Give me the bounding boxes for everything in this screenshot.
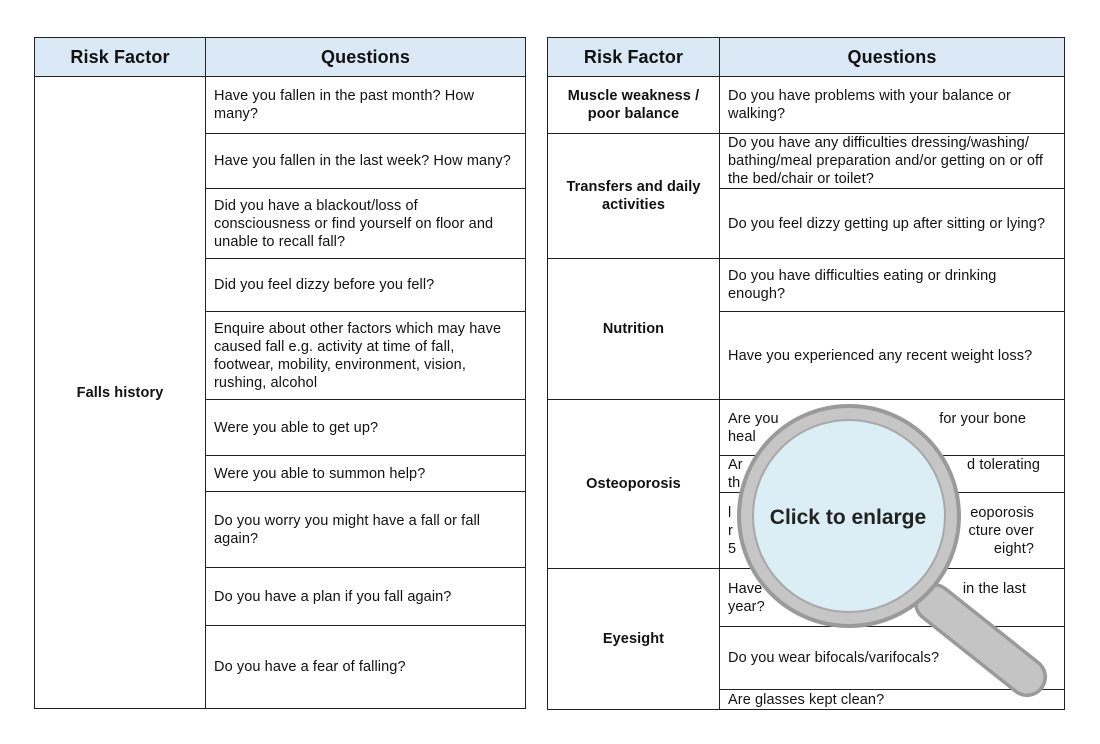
header-risk-factor: Risk Factor bbox=[548, 38, 720, 77]
question-fragment: eight? bbox=[993, 540, 1034, 557]
question-fragment: d tolerating bbox=[967, 457, 1040, 473]
question-cell: Have you fallen in the past month? How many? bbox=[206, 77, 526, 134]
risk-factor-nutrition: Nutrition bbox=[548, 259, 720, 400]
question-cell: Do you have problems with your balance or walking? bbox=[720, 77, 1065, 134]
question-fragment: for your bone bbox=[939, 410, 1026, 427]
risk-factor-eyesight: Eyesight bbox=[548, 569, 720, 710]
question-fragment: Have bbox=[728, 580, 763, 597]
question-cell: Do you feel dizzy getting up after sitting or lying? bbox=[720, 189, 1065, 259]
question-fragment: Ar bbox=[728, 457, 743, 473]
falls-history-table bbox=[34, 37, 526, 709]
question-cell: Are glasses kept clean? bbox=[720, 690, 1065, 710]
question-cell: Have you experienced any recent weight loss? bbox=[720, 312, 1065, 400]
question-fragment: 5 bbox=[728, 540, 737, 557]
question-fragment: eoporosis bbox=[970, 504, 1034, 521]
question-cell: Did you feel dizzy before you fell? bbox=[206, 259, 526, 312]
question-cell: Did you have a blackout/loss of consciousness or find yourself on floor and unable to recall fall? bbox=[206, 189, 526, 259]
header-questions: Questions bbox=[206, 38, 526, 77]
question-cell: Do you have any difficulties dressing/washing/ bathing/meal preparation and/or getting on or off the bed/chair or toilet? bbox=[720, 134, 1065, 189]
question-fragment: th bbox=[728, 475, 741, 491]
question-cell: Do you worry you might have a fall or fall again? bbox=[206, 492, 526, 568]
question-cell: Were you able to summon help? bbox=[206, 456, 526, 492]
question-fragment: r bbox=[728, 522, 733, 539]
header-risk-factor: Risk Factor bbox=[35, 38, 206, 77]
question-cell: Do you have a plan if you fall again? bbox=[206, 568, 526, 626]
risk-factor-falls-history: Falls history bbox=[35, 77, 206, 709]
risk-factor-osteoporosis: Osteoporosis bbox=[548, 400, 720, 569]
risk-factor-muscle-weakness: Muscle weakness / poor balance bbox=[548, 77, 720, 134]
question-cell: Do you wear bifocals/varifocals? bbox=[720, 627, 1065, 690]
question-fragment: Are you bbox=[728, 410, 779, 427]
question-fragment: heal bbox=[728, 428, 756, 445]
magnifying-glass-icon bbox=[729, 403, 1059, 703]
question-fragment: in the last bbox=[962, 580, 1026, 597]
question-cell: Do you have a fear of falling? bbox=[206, 626, 526, 709]
risk-factor-transfers: Transfers and daily activities bbox=[548, 134, 720, 259]
header-questions: Questions bbox=[720, 38, 1065, 77]
click-to-enlarge-button[interactable] bbox=[729, 403, 1059, 703]
question-cell: Enquire about other factors which may have caused fall e.g. activity at time of fall, footwear, mobility, environment, vision, rushing, alcohol bbox=[206, 312, 526, 400]
question-cell: Do you have difficulties eating or drinking enough? bbox=[720, 259, 1065, 312]
question-cell: Were you able to get up? bbox=[206, 400, 526, 456]
question-fragment: year? bbox=[728, 598, 765, 615]
question-fragment: l bbox=[728, 504, 732, 521]
click-to-enlarge-label: Click to enlarge bbox=[769, 506, 927, 529]
question-cell: Have you fallen in the last week? How many? bbox=[206, 134, 526, 189]
question-fragment: cture over bbox=[968, 522, 1034, 539]
